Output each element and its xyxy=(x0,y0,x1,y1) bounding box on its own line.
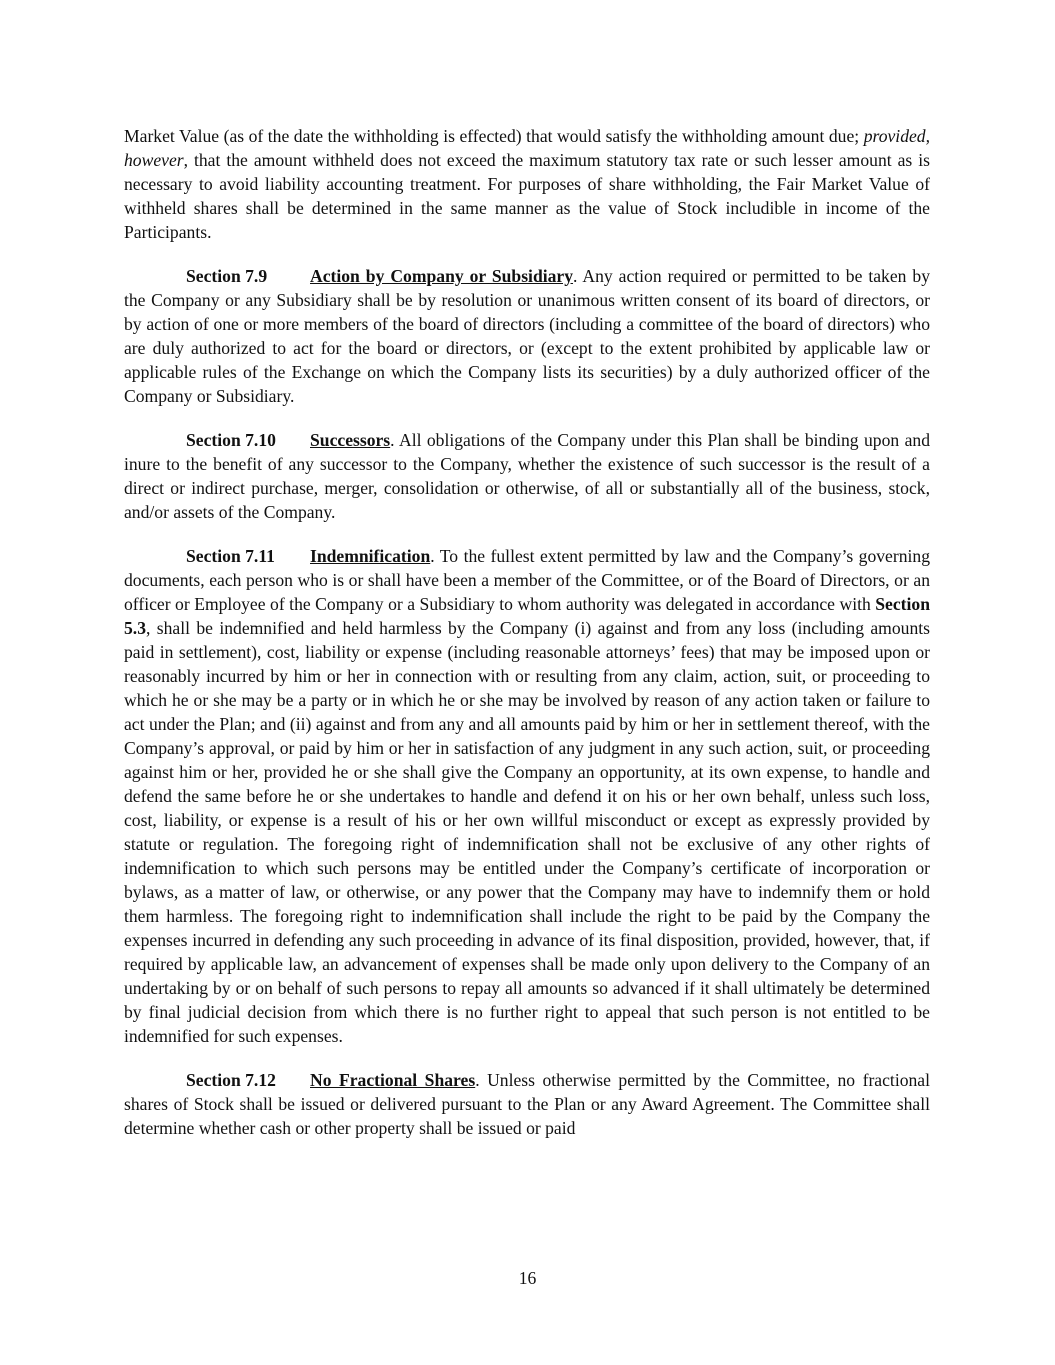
section-7-12 xyxy=(124,1068,930,1140)
section-title: Action by Company or Subsidiary xyxy=(310,266,574,286)
section-number: Section 7.9 xyxy=(186,266,268,286)
intro-text-continued: , that the amount withheld does not exceed the maximum statutory tax rate or such lesser amount as is necessary to avoid liability accounting treatment. For purposes of share withholding, the Fair Market Value of withheld shares shall be determined in the same manner as the value of Stock includible in income of the Participants. xyxy=(124,150,930,242)
section-number: Section 7.10 xyxy=(186,430,276,450)
section-title: Indemnification xyxy=(310,546,431,566)
section-title: Successors xyxy=(310,430,391,450)
section-body: . Any action required or permitted to be taken by the Company or any Subsidiary shall be by resolution or unanimous written consent of its board of directors, or by action of one or more members of the board of directors (including a committee of the board of directors) who are duly authorized to act for the board or directors, or (except to the extent prohibited by applicable law or applicable rules of the Exchange on which the Company lists its securities) by a duly authorized officer of the Company or Subsidiary. xyxy=(124,266,930,406)
section-7-11 xyxy=(124,544,930,1048)
section-number: Section 7.12 xyxy=(186,1070,276,1090)
section-7-10 xyxy=(124,428,930,524)
section-7-9 xyxy=(124,264,930,408)
intro-italic-text: provided, however xyxy=(124,126,930,170)
section-body-continued: , shall be indemnified and held harmless by the Company (i) against and from any loss (including amounts paid in settlement), cost, liability or expense (including reasonable attorneys’ fees) that may be imposed upon or reasonably incurred by him or her in connection with or resulting from any claim, action, suit, or proceeding to which he or she may be a party or in which he or she may be involved by reason of any action taken or failure to act under the Plan; and (ii) against and from any and all amounts paid by him or her in settlement thereof, with the Company’s approval, or paid by him or her in satisfaction of any judgment in any such action, suit, or proceeding against him or her, provided he or she shall give the Company an opportunity, at its own expense, to handle and defend the same before he or she undertakes to handle and defend it on his or her own behalf, unless such loss, cost, liability, or expense is a result of his or her own willful misconduct or except as expressly provided by statute or regulation. The foregoing right of indemnification shall not be exclusive of any other rights of indemnification to which such persons may be entitled under the Company’s certificate of incorporation or bylaws, as a matter of law, or otherwise, or any power that the Company may have to indemnify them or hold them harmless. The foregoing right to indemnification shall include the right to be paid by the Company the expenses incurred in defending any such proceeding in advance of its final disposition, provided, however, that, if required by applicable law, an advancement of expenses shall be made only upon delivery to the Company of an undertaking by or on behalf of such persons to repay all amounts so advanced if it shall ultimately be determined by final judicial decision from which there is no further right to appeal that such person is not entitled to be indemnified for such expenses. xyxy=(124,618,930,1046)
section-reference: Section 5.3 xyxy=(124,594,930,638)
intro-paragraph xyxy=(124,124,930,244)
intro-text: Market Value (as of the date the withholding is effected) that would satisfy the withholding amount due; xyxy=(124,126,864,146)
section-body: . Unless otherwise permitted by the Committee, no fractional shares of Stock shall be issued or delivered pursuant to the Plan or any Award Agreement. The Committee shall determine whether cash or other property shall be issued or paid xyxy=(124,1070,930,1138)
section-body: . All obligations of the Company under this Plan shall be binding upon and inure to the benefit of any successor to the Company, whether the existence of such successor is the result of a direct or indirect purchase, merger, consolidation or otherwise, of all or substantially all of the business, stock, and/or assets of the Company. xyxy=(124,430,930,522)
document-body xyxy=(124,124,930,1160)
section-title: No Fractional Shares xyxy=(310,1070,476,1090)
page-number: 16 xyxy=(518,1268,537,1288)
section-number: Section 7.11 xyxy=(186,546,275,566)
section-body: . To the fullest extent permitted by law and the Company’s governing documents, each person who is or shall have been a member of the Committee, or of the Board of Directors, or an officer or Employee of the Company or a Subsidiary to whom authority was delegated in accordance with xyxy=(124,546,930,614)
